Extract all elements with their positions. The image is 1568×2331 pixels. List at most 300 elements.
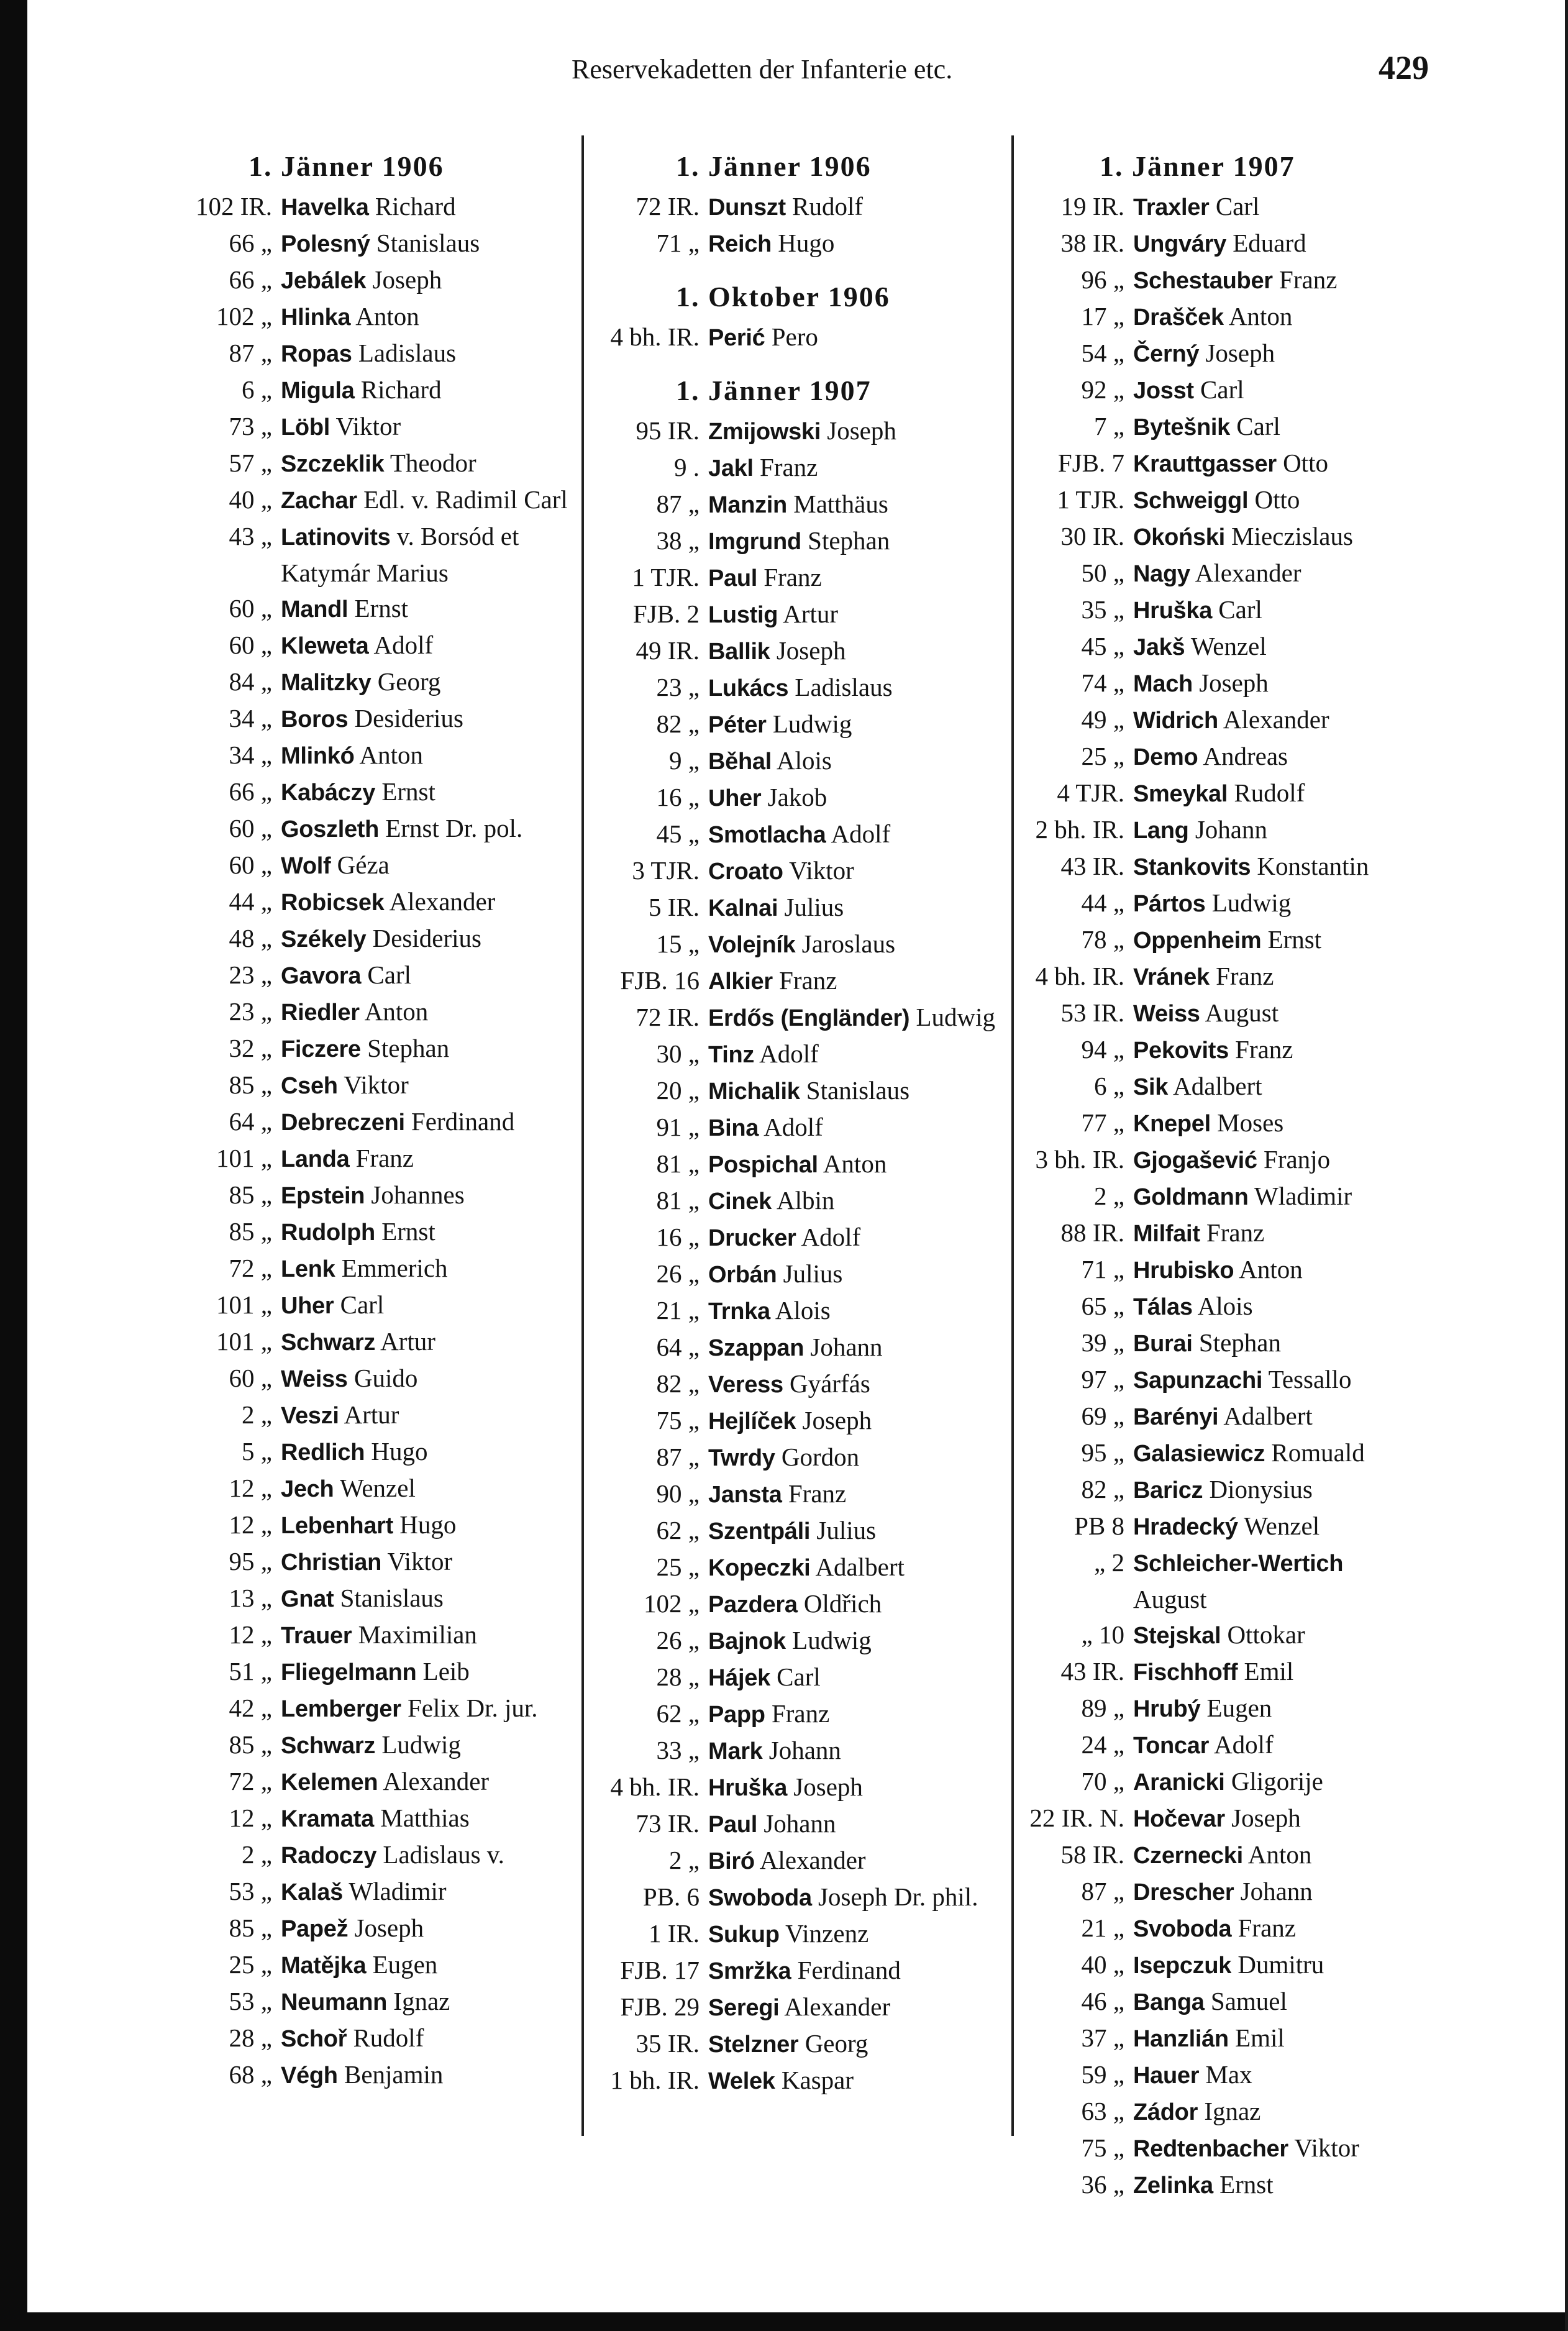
cadet-name <box>1133 409 1416 445</box>
unit-designation: PB 8 <box>1074 1512 1124 1540</box>
roster-entry <box>1019 1069 1416 1105</box>
roster-entry <box>1019 262 1416 299</box>
surname: Wolf <box>281 853 331 879</box>
surname: Pospichal <box>708 1152 818 1178</box>
given-name: Ludwig <box>381 1730 461 1759</box>
given-name: Stanislaus <box>340 1584 444 1612</box>
cadet-name <box>708 1183 1000 1220</box>
surname: Zachar <box>281 488 357 514</box>
surname: Milfait <box>1133 1221 1200 1247</box>
surname: Bytešnik <box>1133 414 1231 440</box>
given-name: Ludwig <box>1211 888 1292 917</box>
given-name: Eugen <box>372 1950 438 1979</box>
cadet-name <box>708 1146 1000 1183</box>
roster-entry <box>162 409 581 445</box>
given-name: Eugen <box>1206 1694 1272 1722</box>
unit-designation: 9 „ <box>669 746 700 775</box>
surname: Hruška <box>1133 598 1213 624</box>
roster-entry <box>586 523 1011 560</box>
cadet-name <box>1133 372 1416 409</box>
surname: Oppenheim <box>1133 928 1262 954</box>
given-name: Anton <box>823 1149 887 1178</box>
given-name: Ernst <box>381 1217 435 1246</box>
given-name: Hugo <box>778 229 835 257</box>
given-name: Richard <box>375 192 456 221</box>
surname: Svoboda <box>1133 1916 1232 1942</box>
roster-entry <box>162 664 581 701</box>
surname: Tálas <box>1133 1294 1193 1320</box>
roster-entry <box>162 1764 581 1800</box>
unit-designation: 12 „ <box>229 1474 272 1502</box>
given-name: Franjo <box>1264 1145 1331 1174</box>
cadet-name <box>708 560 1000 596</box>
roster-entry <box>1019 812 1416 849</box>
roster-entry <box>586 1073 1011 1110</box>
cadet-name <box>708 816 1000 853</box>
surname: Erdős (Engländer) <box>708 1005 910 1031</box>
given-name: Dumitru <box>1238 1950 1324 1979</box>
surname: Uher <box>281 1293 334 1319</box>
given-name: Emil <box>1235 2023 1285 2052</box>
given-name: Carl <box>1218 595 1262 624</box>
unit-designation: 23 „ <box>656 673 700 701</box>
unit-designation: 66 „ <box>229 229 272 257</box>
given-name: Viktor <box>387 1547 453 1576</box>
cadet-name <box>708 450 1000 486</box>
cadet-name <box>1133 2094 1416 2130</box>
surname: Epstein <box>281 1183 365 1209</box>
unit-designation: 89 „ <box>1081 1694 1124 1722</box>
cadet-name <box>708 633 1000 670</box>
roster-entry <box>586 1256 1011 1293</box>
roster-entry <box>1019 1545 1416 1617</box>
cadet-name <box>1133 592 1416 629</box>
roster-entry <box>1019 1617 1416 1654</box>
cadet-name <box>708 780 1000 816</box>
roster-entry <box>586 1989 1011 2026</box>
roster-entry <box>586 1330 1011 1366</box>
unit-designation: 35 „ <box>1081 595 1124 624</box>
unit-designation: 2 „ <box>242 1840 272 1869</box>
cadet-name <box>281 445 573 482</box>
cadet-name <box>1133 1472 1416 1508</box>
roster-entry <box>1019 1727 1416 1764</box>
unit-designation: 12 „ <box>229 1620 272 1649</box>
unit-designation: 66 „ <box>229 777 272 806</box>
page-number: 429 <box>1379 49 1429 86</box>
roster-entry <box>162 1874 581 1910</box>
cadet-name <box>708 1953 1000 1989</box>
cadet-name <box>1133 2130 1416 2167</box>
cadet-name <box>1133 2020 1416 2057</box>
unit-designation: 16 „ <box>656 1223 700 1251</box>
unit-designation: 38 „ <box>656 526 700 555</box>
cadet-name <box>1133 1837 1416 1874</box>
cadet-name <box>281 1984 573 2020</box>
cadet-name <box>281 1214 573 1251</box>
roster-entry <box>1019 775 1416 812</box>
surname: Isepczuk <box>1133 1953 1232 1979</box>
given-name: Johann <box>810 1333 883 1361</box>
given-name: Julius <box>783 1259 843 1288</box>
given-name: Alois <box>1197 1292 1253 1320</box>
surname: Hájek <box>708 1665 770 1691</box>
given-name: Ferdinand <box>797 1956 901 1984</box>
given-name: Desiderius <box>354 704 463 732</box>
unit-designation: 48 „ <box>229 924 272 952</box>
cadet-name <box>708 226 1000 262</box>
roster-entry <box>162 299 581 335</box>
cadet-name <box>281 1507 573 1544</box>
cadet-name <box>281 1690 573 1727</box>
surname: Szentpáli <box>708 1518 811 1544</box>
unit-designation: 5 „ <box>242 1437 272 1466</box>
given-name: Franz <box>1206 1218 1265 1247</box>
cadet-name <box>281 2020 573 2057</box>
given-name: Joseph <box>1205 339 1275 367</box>
unit-designation: 40 „ <box>229 485 272 514</box>
given-name: Ladislaus <box>795 673 893 701</box>
cadet-name <box>708 1073 1000 1110</box>
surname: Szczeklik <box>281 451 385 477</box>
surname: Löbl <box>281 414 330 440</box>
surname: Lang <box>1133 818 1189 844</box>
unit-designation: FJB. 17 <box>620 1956 700 1984</box>
unit-designation: FJB. 29 <box>620 1992 700 2021</box>
given-name: Wenzel <box>1190 632 1267 660</box>
unit-designation: 40 „ <box>1081 1950 1124 1979</box>
roster-entry <box>586 1293 1011 1330</box>
given-name: Franz <box>771 1699 830 1728</box>
surname: Mach <box>1133 671 1193 697</box>
given-name: Alexander <box>383 1767 490 1795</box>
given-name: Ludwig <box>772 709 852 738</box>
given-name: Julius <box>816 1516 877 1544</box>
roster-entry <box>1019 1472 1416 1508</box>
given-name: Adalbert <box>1173 1072 1262 1100</box>
surname: Jansta <box>708 1482 782 1508</box>
scan-edge-right <box>1565 0 1568 2331</box>
surname: Cinek <box>708 1188 772 1215</box>
unit-designation: 92 „ <box>1081 375 1124 404</box>
surname: Paul <box>708 565 758 591</box>
cadet-name <box>281 627 573 664</box>
roster-entry <box>1019 445 1416 482</box>
given-name: Jakob <box>767 783 827 811</box>
cadet-name <box>708 2063 1000 2099</box>
given-name: Gyárfás <box>790 1369 870 1398</box>
cadet-name <box>708 1476 1000 1513</box>
given-name: Alexander <box>1223 705 1329 734</box>
given-name: Stanislaus <box>806 1076 910 1105</box>
roster-entry <box>586 1953 1011 1989</box>
given-name: Joseph <box>776 636 846 665</box>
unit-designation: 26 „ <box>656 1259 700 1288</box>
surname: Schestauber <box>1133 268 1273 294</box>
section-date-heading: 1. Jänner 1906 <box>248 150 444 182</box>
given-name: Moses <box>1217 1108 1284 1137</box>
cadet-name <box>281 994 573 1031</box>
surname: Vránek <box>1133 964 1210 990</box>
surname: Szappan <box>708 1335 805 1361</box>
given-name: Oldřich <box>803 1589 882 1618</box>
unit-designation: 73 „ <box>229 412 272 440</box>
given-name: Franz <box>760 453 818 481</box>
roster-entry <box>586 1439 1011 1476</box>
cadet-name <box>708 963 1000 1000</box>
surname: Sapunzachi <box>1133 1367 1263 1394</box>
cadet-name <box>281 921 573 957</box>
surname: Barényi <box>1133 1404 1219 1430</box>
cadet-name <box>281 189 573 226</box>
unit-designation: 51 „ <box>229 1657 272 1686</box>
given-name: Ernst <box>354 594 409 623</box>
unit-designation: 38 IR. <box>1060 229 1124 257</box>
cadet-name <box>281 1067 573 1104</box>
roster-entry <box>586 1586 1011 1623</box>
cadet-name <box>708 486 1000 523</box>
roster-entry <box>586 2063 1011 2099</box>
cadet-name <box>1133 922 1416 959</box>
cadet-name <box>708 596 1000 633</box>
unit-designation: 102 „ <box>644 1589 700 1618</box>
cadet-name <box>1133 445 1416 482</box>
cadet-name <box>708 1623 1000 1659</box>
cadet-name <box>1133 629 1416 665</box>
unit-designation: 7 „ <box>1094 412 1124 440</box>
surname: Fischhoff <box>1133 1659 1238 1686</box>
unit-designation: FJB. 16 <box>620 966 700 995</box>
cadet-name <box>708 413 1000 450</box>
given-name: Alexander <box>1195 559 1301 587</box>
roster-entry <box>586 1623 1011 1659</box>
surname: Zelinka <box>1133 2173 1213 2199</box>
roster-entry <box>162 1507 581 1544</box>
surname: Jakl <box>708 455 754 481</box>
given-name: Joseph <box>354 1914 424 1942</box>
unit-designation: 85 „ <box>229 1070 272 1099</box>
given-name: Ladislaus <box>358 339 457 367</box>
cadet-name <box>1133 482 1416 519</box>
surname: Baricz <box>1133 1477 1203 1503</box>
surname: Černý <box>1133 341 1200 367</box>
unit-designation: 81 „ <box>656 1186 700 1215</box>
unit-designation: 91 „ <box>656 1113 700 1141</box>
unit-designation: 46 „ <box>1081 1987 1124 2015</box>
surname: Gnat <box>281 1586 334 1612</box>
surname: Havelka <box>281 194 369 221</box>
unit-designation: PB. 6 <box>642 1882 700 1911</box>
section-spacer <box>586 262 1011 275</box>
cadet-name <box>1133 1947 1416 1984</box>
roster-entry <box>1019 299 1416 335</box>
surname: Boros <box>281 706 349 732</box>
surname: Dunszt <box>708 194 786 221</box>
roster-entry <box>1019 922 1416 959</box>
cadet-name <box>1133 2057 1416 2094</box>
surname: Végh <box>281 2063 338 2089</box>
given-name: Adolf <box>801 1223 861 1251</box>
unit-designation: 43 IR. <box>1060 852 1124 880</box>
unit-designation: 33 „ <box>656 1736 700 1764</box>
roster-entry <box>162 737 581 774</box>
surname: Rudolph <box>281 1220 375 1246</box>
unit-designation: 101 „ <box>216 1290 272 1319</box>
roster-entry <box>1019 959 1416 995</box>
surname: Drescher <box>1133 1879 1234 1905</box>
surname: Traxler <box>1133 194 1210 221</box>
roster-entry <box>1019 2130 1416 2167</box>
given-name: Stephan <box>808 526 890 555</box>
roster-entry <box>586 1036 1011 1073</box>
unit-designation: 85 „ <box>229 1180 272 1209</box>
given-name: Ladislaus v. <box>383 1840 504 1869</box>
surname: Veress <box>708 1372 783 1398</box>
unit-designation: 84 „ <box>229 667 272 696</box>
unit-designation: 4 bh. IR. <box>1035 962 1124 990</box>
given-name: Adolf <box>763 1113 823 1141</box>
roster-entry <box>1019 1690 1416 1727</box>
roster-entry <box>586 816 1011 853</box>
cadet-name <box>281 1324 573 1361</box>
roster-column-1 <box>162 144 581 2094</box>
cadet-name <box>708 1366 1000 1403</box>
unit-designation: 87 „ <box>229 339 272 367</box>
given-name: Viktor <box>789 856 854 885</box>
cadet-name <box>708 189 1000 226</box>
unit-designation: 43 IR. <box>1060 1657 1124 1686</box>
given-name: Alexander <box>389 887 496 916</box>
roster-entry <box>1019 1874 1416 1910</box>
given-name: Hugo <box>399 1510 457 1539</box>
roster-entry <box>1019 2167 1416 2204</box>
given-name: Wladimir <box>349 1877 447 1905</box>
given-name: Franz <box>1216 962 1274 990</box>
unit-designation: 60 „ <box>229 594 272 623</box>
unit-designation: 53 IR. <box>1060 998 1124 1027</box>
given-name: Carl <box>777 1663 821 1691</box>
cadet-name <box>1133 226 1416 262</box>
unit-designation: 102 IR. <box>196 192 272 221</box>
roster-entry <box>586 1000 1011 1036</box>
cadet-name <box>281 1581 573 1617</box>
surname: Mark <box>708 1738 763 1764</box>
unit-designation: 60 „ <box>229 631 272 659</box>
scan-edge-bottom <box>0 2312 1568 2331</box>
cadet-name <box>281 884 573 921</box>
unit-designation: 19 IR. <box>1060 192 1124 221</box>
roster-entry <box>1019 1764 1416 1800</box>
cadet-name <box>708 1036 1000 1073</box>
unit-designation: 102 „ <box>216 302 272 331</box>
surname: Jebálek <box>281 268 367 294</box>
surname: Aranicki <box>1133 1769 1225 1795</box>
surname: Biró <box>708 1848 755 1874</box>
unit-designation: 101 „ <box>216 1327 272 1356</box>
cadet-name <box>708 1403 1000 1439</box>
given-name: Franz <box>779 966 837 995</box>
surname: Burai <box>1133 1331 1193 1357</box>
roster-entry <box>586 1659 1011 1696</box>
given-name: Joseph <box>827 416 896 445</box>
unit-designation: 9 . <box>674 453 700 481</box>
cadet-name <box>1133 335 1416 372</box>
given-name: Franz <box>763 563 822 591</box>
unit-designation: 97 „ <box>1081 1365 1124 1394</box>
unit-designation: 72 „ <box>229 1767 272 1795</box>
roster-entry <box>1019 1252 1416 1289</box>
cadet-name <box>281 1471 573 1507</box>
roster-entry <box>162 1287 581 1324</box>
unit-designation: 85 „ <box>229 1730 272 1759</box>
given-name: Alexander <box>759 1846 866 1874</box>
cadet-name <box>708 1843 1000 1879</box>
surname: Smotlacha <box>708 822 826 848</box>
given-name: Franz <box>788 1479 847 1508</box>
roster-entry <box>586 1183 1011 1220</box>
unit-designation: 4 TJR. <box>1057 778 1124 807</box>
cadet-name <box>1133 1435 1416 1472</box>
surname: Trauer <box>281 1623 352 1649</box>
surname: Goldmann <box>1133 1184 1249 1210</box>
given-name: Mieczislaus <box>1231 522 1353 550</box>
unit-designation: 22 IR. N. <box>1029 1804 1124 1832</box>
roster-entry <box>586 1879 1011 1916</box>
cadet-name <box>1133 812 1416 849</box>
unit-designation: 5 IR. <box>649 893 700 921</box>
cadet-name <box>1133 1325 1416 1362</box>
roster-entry <box>1019 2057 1416 2094</box>
cadet-name <box>708 1000 1000 1036</box>
surname: Croato <box>708 859 783 885</box>
cadet-name <box>1133 1398 1416 1435</box>
surname: Jakš <box>1133 634 1185 660</box>
cadet-name <box>281 664 573 701</box>
surname: Hlinka <box>281 304 351 331</box>
unit-designation: 87 „ <box>656 490 700 518</box>
roster-entry <box>1019 409 1416 445</box>
roster-entry <box>1019 1435 1416 1472</box>
given-name: August <box>1133 1585 1207 1613</box>
cadet-name <box>1133 702 1416 739</box>
given-name: Johann <box>763 1809 836 1838</box>
unit-designation: 88 IR. <box>1060 1218 1124 1247</box>
cadet-name <box>1133 1142 1416 1179</box>
surname: Galasiewicz <box>1133 1441 1265 1467</box>
cadet-name <box>708 1330 1000 1366</box>
surname: Mlinkó <box>281 743 355 769</box>
roster-entry <box>162 189 581 226</box>
unit-designation: 3 bh. IR. <box>1035 1145 1124 1174</box>
roster-entry <box>1019 1289 1416 1325</box>
unit-designation: 50 „ <box>1081 559 1124 587</box>
unit-designation: 68 „ <box>229 2060 272 2089</box>
roster-entry <box>162 1031 581 1067</box>
surname: Demo <box>1133 744 1198 770</box>
unit-designation: 21 „ <box>656 1296 700 1325</box>
surname: Lenk <box>281 1256 335 1282</box>
given-name: Adolf <box>831 819 891 848</box>
unit-designation: „ 2 <box>1094 1548 1124 1577</box>
cadet-name <box>1133 2167 1416 2204</box>
cadet-name <box>281 1397 573 1434</box>
roster-entry <box>162 1984 581 2020</box>
given-name: Edl. v. Radimil Carl <box>363 485 568 514</box>
given-name: Alois <box>775 1296 831 1325</box>
cadet-name <box>281 482 573 519</box>
unit-designation: 44 „ <box>229 887 272 916</box>
unit-designation: 2 bh. IR. <box>1035 815 1124 844</box>
